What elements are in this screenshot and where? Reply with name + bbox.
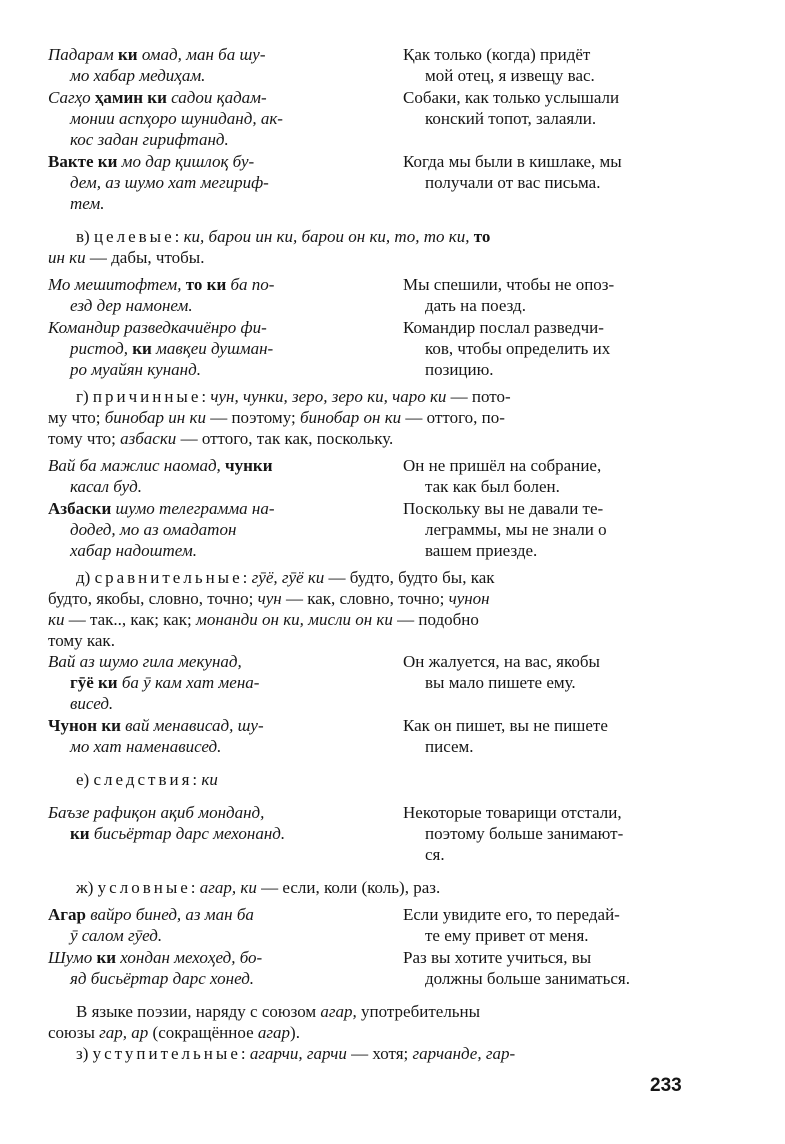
- russian-translation: [383, 44, 688, 86]
- text-line: Он жалуется, на вас, якобы: [403, 652, 600, 671]
- text-line: хабар надоштем.: [70, 541, 197, 560]
- tajik-example: [48, 151, 360, 214]
- text-line: ӯ салом гӯед.: [70, 926, 163, 945]
- text-line: позицию.: [425, 360, 494, 379]
- text-line: поэтому больше занимают-: [425, 824, 624, 843]
- text-line: дем, аз шумо хат мегириф-: [70, 173, 269, 192]
- conjunction: Чунон ки: [48, 716, 121, 735]
- section-z: з) уступительные: агарчи, гарчи — хотя; гарчанде, гар-: [76, 1044, 516, 1063]
- text-line: Мы спешили, чтобы не опоз-: [403, 275, 615, 294]
- conjunction: ки: [70, 824, 90, 843]
- example-pair: [48, 498, 688, 561]
- tajik-example: [48, 904, 360, 946]
- examples-consequence: [48, 802, 688, 865]
- conjunction: гӯё ки: [70, 673, 118, 692]
- conjunction: ҳамин ки: [94, 88, 167, 107]
- text-line: леграммы, мы не знали о: [425, 520, 607, 539]
- russian-translation: [383, 651, 688, 714]
- text-line: гӯё ки ба ӯ кам хат мена-: [70, 673, 260, 692]
- example-pair: [48, 44, 688, 86]
- russian-translation: [383, 498, 688, 561]
- text-line: Падарам ки омад, ман ба шу-: [48, 45, 266, 64]
- tajik-example: [48, 455, 360, 497]
- example-pair: [48, 715, 688, 757]
- tajik-example: [48, 715, 360, 757]
- text-line: Как он пишет, вы не пишете: [403, 716, 608, 735]
- examples-purpose: [48, 274, 688, 380]
- text-line: должны больше заниматься.: [425, 969, 630, 988]
- text-line: Он не пришёл на собрание,: [403, 456, 602, 475]
- text-line: вы мало пишете ему.: [425, 673, 576, 692]
- text-line: Некоторые товарищи отстали,: [403, 803, 622, 822]
- text-line: мо хат наменависед.: [70, 737, 222, 756]
- conjunction: ки: [117, 45, 138, 64]
- example-pair: [48, 651, 688, 714]
- text-line: дать на поезд.: [425, 296, 526, 315]
- conjunction: чунки: [225, 456, 273, 475]
- text-line: Мо мешитофтем, то ки ба по-: [48, 275, 275, 294]
- text-line: касал буд.: [70, 477, 142, 496]
- tajik-example: [48, 274, 360, 316]
- text-line: Когда мы были в кишлаке, мы: [403, 152, 622, 171]
- text-line: писем.: [425, 737, 474, 756]
- text-line: Командир послал разведчи-: [403, 318, 604, 337]
- text-line: Вакте ки мо дар қишлоқ бу-: [48, 152, 255, 171]
- text-line: Собаки, как только услышали: [403, 88, 620, 107]
- text-line: получали от вас письма.: [425, 173, 601, 192]
- example-pair: [48, 455, 688, 497]
- text-line: Раз вы хотите учиться, вы: [403, 948, 592, 967]
- text-line: Қак только (когда) придёт: [403, 45, 591, 64]
- text-line: Азбаски шумо телеграмма на-: [48, 499, 275, 518]
- tajik-example: [48, 87, 360, 150]
- russian-translation: [383, 151, 688, 214]
- section-d: д) сравнительные: гӯё, гӯё ки — будто, будто бы, как будто, якобы, словно, точно; чун — как, словно, точно; чунон ки — так.., как; как; монанди он ки, мисли он ки — подобно тому как.: [48, 568, 495, 650]
- text-line: Командир разведкачиёнро фи-: [48, 318, 267, 337]
- section-v: [48, 226, 688, 268]
- text-line: кос задан гирифтанд.: [70, 130, 229, 149]
- text-line: ки бисьёртар дарс мехонанд.: [70, 824, 286, 843]
- section-v-line-1: в) целевые: ки, барои ин ки, барои он ки, то, то ки, то: [76, 227, 491, 246]
- text-line: Баъзе рафиқон ақиб монданд,: [48, 803, 265, 822]
- russian-translation: [383, 455, 688, 497]
- example-pair: [48, 317, 688, 380]
- text-line: ро муайян кунанд.: [70, 360, 201, 379]
- conjunction: то ки: [185, 275, 227, 294]
- text-line: вашем приезде.: [425, 541, 538, 560]
- text-line: ся.: [425, 845, 445, 864]
- russian-translation: [383, 715, 688, 757]
- conjunction: Азбаски: [48, 499, 112, 518]
- russian-translation: [383, 317, 688, 380]
- examples-temporal: [48, 44, 688, 214]
- text-line: тем.: [70, 194, 105, 213]
- text-line: Агар вайро бинед, аз ман ба: [48, 905, 254, 924]
- section-v-line-2: ин ки — дабы, чтобы.: [48, 248, 205, 267]
- page: [48, 44, 688, 1064]
- text-line: монии аспҳоро шуниданд, ак-: [70, 109, 283, 128]
- russian-translation: [383, 87, 688, 150]
- examples-comparative: [48, 651, 688, 757]
- example-pair: [48, 274, 688, 316]
- text-line: додед, мо аз омадатон: [70, 520, 237, 539]
- text-line: мой отец, я извещу вас.: [425, 66, 595, 85]
- examples-causal: [48, 455, 688, 561]
- example-pair: [48, 802, 688, 865]
- text-line: Вай ба мажлис наомад, чунки: [48, 456, 273, 475]
- example-pair: [48, 947, 688, 989]
- page-number: 233: [650, 1075, 682, 1096]
- text-line: Если увидите его, то передай-: [403, 905, 620, 924]
- tajik-example: [48, 802, 360, 865]
- tajik-example: [48, 651, 360, 714]
- examples-conditional: [48, 904, 688, 989]
- example-pair: [48, 904, 688, 946]
- tajik-example: [48, 947, 360, 989]
- text-line: мо хабар медиҳам.: [70, 66, 206, 85]
- text-line: Поскольку вы не давали те-: [403, 499, 604, 518]
- tajik-example: [48, 317, 360, 380]
- example-pair: [48, 151, 688, 214]
- section-g: г) причинные: чун, чунки, зеро, зеро ки, чаро ки — пото- му что; бинобар ин ки — поэтому; бинобар он ки — оттого, по- тому что; азбаски — оттого, так как, поскольку.: [48, 387, 511, 448]
- conjunction: Вакте ки: [48, 152, 118, 171]
- text-line: ков, чтобы определить их: [425, 339, 611, 358]
- russian-translation: [383, 904, 688, 946]
- text-line: езд дер намонем.: [70, 296, 193, 315]
- conjunction: Агар: [48, 905, 86, 924]
- text-line: Вай аз шумо гила мекунад,: [48, 652, 242, 671]
- text-line: те ему привет от меня.: [425, 926, 589, 945]
- tajik-example: [48, 498, 360, 561]
- conjunction: ки: [132, 339, 152, 358]
- text-line: Сагҳо ҳамин ки садои қадам-: [48, 88, 267, 107]
- conjunction: ки: [96, 948, 117, 967]
- section-e: е) следствия: ки: [76, 770, 218, 789]
- russian-translation: [383, 947, 688, 989]
- text-line: Шумо ки хондан мехоҳед, бо-: [48, 948, 263, 967]
- tajik-example: [48, 44, 360, 86]
- text-line: так как был болен.: [425, 477, 560, 496]
- text-line: конский топот, залаяли.: [425, 109, 597, 128]
- tail-paragraph: В языке поэзии, наряду с союзом агар, употребительны союзы гар, ар (сокращённое агар).: [48, 1002, 481, 1042]
- text-line: Чунон ки вай менависад, шу-: [48, 716, 264, 735]
- example-pair: [48, 87, 688, 150]
- section-zh: ж) условные: агар, ки — если, коли (коль), раз.: [76, 878, 441, 897]
- russian-translation: [383, 802, 688, 865]
- text-line: висед.: [70, 694, 114, 713]
- text-line: ристод, ки мавқеи душман-: [70, 339, 274, 358]
- russian-translation: [383, 274, 688, 316]
- text-line: яд бисьёртар дарс хонед.: [70, 969, 255, 988]
